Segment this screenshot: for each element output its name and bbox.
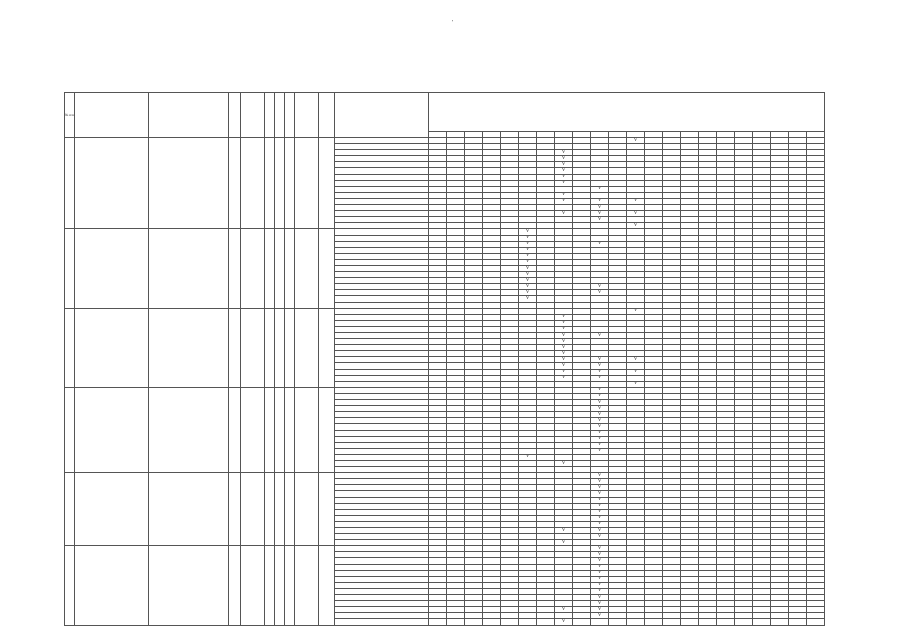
- entrances-cell: [285, 387, 295, 472]
- wall-material-cell: [265, 546, 275, 625]
- house-number-cell: [319, 138, 335, 229]
- block-number-cell: [65, 308, 75, 387]
- wall-material-cell: [265, 308, 275, 387]
- settlement-cell: [149, 387, 229, 472]
- mo-territory-cell: [295, 387, 319, 472]
- checkmark: V: [633, 356, 638, 362]
- construction-year-cell: [229, 473, 241, 546]
- header-years-group: [429, 93, 825, 132]
- street-cell: [241, 308, 265, 387]
- construction-year-cell: [229, 138, 241, 229]
- wall-material-cell: [265, 387, 275, 472]
- checkmark: V: [597, 198, 602, 204]
- checkmark: V: [561, 192, 566, 198]
- checkmark: V: [597, 423, 602, 429]
- entrances-cell: [285, 473, 295, 546]
- checkmark: V: [561, 618, 566, 624]
- checkmark: V: [597, 436, 602, 442]
- checkmark: V: [597, 363, 602, 369]
- year-mark-cell: [771, 619, 789, 625]
- top-mark: ': [452, 20, 454, 26]
- checkmark: V: [597, 545, 602, 551]
- house-number-cell: [319, 308, 335, 387]
- floors-cell: [275, 138, 285, 229]
- checkmark: V: [525, 247, 530, 253]
- house-number-cell: [319, 229, 335, 308]
- checkmark: V: [561, 460, 566, 466]
- year-mark-cell: [465, 619, 483, 625]
- mo-territory-cell: [295, 473, 319, 546]
- header-mo-territory: [295, 93, 319, 138]
- year-mark-cell: [537, 619, 555, 625]
- header-street: [241, 93, 265, 138]
- year-mark-cell: [699, 619, 717, 625]
- checkmark: V: [597, 606, 602, 612]
- checkmark: V: [561, 606, 566, 612]
- checkmark: V: [561, 369, 566, 375]
- checkmark: V: [597, 588, 602, 594]
- checkmark: V: [597, 600, 602, 606]
- floors-cell: [275, 308, 285, 387]
- block-number-cell: [65, 138, 75, 229]
- entrances-cell: [285, 308, 295, 387]
- checkmark: V: [597, 417, 602, 423]
- checkmark: V: [561, 344, 566, 350]
- header-settlement: [149, 93, 229, 138]
- checkmark: V: [597, 356, 602, 362]
- street-cell: [241, 229, 265, 308]
- checkmark: V: [597, 564, 602, 570]
- district-cell: [75, 473, 149, 546]
- year-mark-cell: [645, 619, 663, 625]
- checkmark: V: [561, 363, 566, 369]
- checkmark: V: [561, 350, 566, 356]
- checkmark: V: [633, 137, 638, 143]
- checkmark: V: [525, 253, 530, 259]
- checkmark: V: [633, 210, 638, 216]
- checkmark: V: [633, 381, 638, 387]
- year-mark-cell: [591, 619, 609, 625]
- header-floors: [275, 93, 285, 138]
- year-mark-cell: [447, 619, 465, 625]
- checkmark: V: [561, 210, 566, 216]
- checkmark: V: [633, 198, 638, 204]
- year-mark-cell: [627, 619, 645, 625]
- checkmark: V: [597, 576, 602, 582]
- mo-territory-cell: [295, 138, 319, 229]
- checkmark: V: [597, 204, 602, 210]
- mo-territory-cell: [295, 308, 319, 387]
- checkmark: V: [597, 442, 602, 448]
- checkmark: V: [561, 338, 566, 344]
- checkmark: V: [633, 308, 638, 314]
- checkmark: V: [525, 228, 530, 234]
- year-mark-cell: [663, 619, 681, 625]
- header-district: [75, 93, 149, 138]
- header-num: № п/п: [65, 93, 75, 138]
- block-number-cell: [65, 387, 75, 472]
- checkmark: V: [597, 411, 602, 417]
- block-number-cell: [65, 473, 75, 546]
- checkmark: V: [597, 387, 602, 393]
- checkmark: V: [597, 393, 602, 399]
- checkmark: V: [561, 332, 566, 338]
- checkmark: V: [525, 295, 530, 301]
- checkmark: V: [597, 472, 602, 478]
- year-mark-cell: [519, 619, 537, 625]
- checkmark: V: [525, 271, 530, 277]
- checkmark: V: [561, 314, 566, 320]
- floors-cell: [275, 387, 285, 472]
- checkmark: V: [597, 289, 602, 295]
- header-entrances: [285, 93, 295, 138]
- street-cell: [241, 473, 265, 546]
- year-mark-cell: [753, 619, 771, 625]
- checkmark: V: [597, 594, 602, 600]
- mo-territory-cell: [295, 229, 319, 308]
- settlement-cell: [149, 308, 229, 387]
- district-cell: [75, 138, 149, 229]
- block-number-cell: [65, 546, 75, 625]
- checkmark: V: [597, 399, 602, 405]
- district-cell: [75, 308, 149, 387]
- floors-cell: [275, 229, 285, 308]
- floors-cell: [275, 546, 285, 625]
- year-mark-cell: [429, 619, 447, 625]
- capital-repair-table: [64, 92, 825, 626]
- entrances-cell: [285, 138, 295, 229]
- wall-material-cell: [265, 473, 275, 546]
- checkmark: V: [525, 277, 530, 283]
- settlement-cell: [149, 546, 229, 625]
- header-house: [319, 93, 335, 138]
- service-name-cell: [335, 619, 429, 625]
- year-mark-cell: [807, 619, 825, 625]
- settlement-cell: [149, 229, 229, 308]
- settlement-cell: [149, 473, 229, 546]
- year-mark-cell: [555, 619, 573, 625]
- entrances-cell: [285, 546, 295, 625]
- checkmark: V: [597, 478, 602, 484]
- checkmark: V: [561, 174, 566, 180]
- checkmark: V: [561, 527, 566, 533]
- settlement-cell: [149, 138, 229, 229]
- checkmark: V: [597, 521, 602, 527]
- checkmark: V: [525, 283, 530, 289]
- house-number-cell: [319, 473, 335, 546]
- floors-cell: [275, 473, 285, 546]
- checkmark: V: [633, 222, 638, 228]
- checkmark: V: [561, 326, 566, 332]
- wall-material-cell: [265, 138, 275, 229]
- checkmark: V: [561, 180, 566, 186]
- checkmark: V: [597, 186, 602, 192]
- checkmark: V: [561, 149, 566, 155]
- checkmark: V: [597, 497, 602, 503]
- construction-year-cell: [229, 546, 241, 625]
- checkmark: V: [525, 241, 530, 247]
- checkmark: V: [597, 484, 602, 490]
- checkmark: V: [597, 558, 602, 564]
- checkmark: V: [597, 570, 602, 576]
- mo-territory-cell: [295, 546, 319, 625]
- checkmark: V: [597, 490, 602, 496]
- checkmark: V: [561, 320, 566, 326]
- checkmark: V: [597, 375, 602, 381]
- checkmark: V: [597, 216, 602, 222]
- checkmark: V: [561, 539, 566, 545]
- construction-year-cell: [229, 229, 241, 308]
- checkmark: V: [561, 375, 566, 381]
- checkmark: V: [597, 448, 602, 454]
- checkmark: V: [597, 283, 602, 289]
- year-mark-cell: [681, 619, 699, 625]
- header-wall: [265, 93, 275, 138]
- district-cell: [75, 387, 149, 472]
- wall-material-cell: [265, 229, 275, 308]
- checkmark: V: [597, 503, 602, 509]
- year-mark-cell: [789, 619, 807, 625]
- checkmark: V: [597, 612, 602, 618]
- checkmark: V: [525, 289, 530, 295]
- checkmark: V: [597, 527, 602, 533]
- district-cell: [75, 229, 149, 308]
- checkmark: V: [525, 454, 530, 460]
- year-mark-cell: [501, 619, 519, 625]
- district-cell: [75, 546, 149, 625]
- checkmark: V: [597, 509, 602, 515]
- checkmark: V: [561, 161, 566, 167]
- checkmark: V: [561, 356, 566, 362]
- checkmark: V: [597, 582, 602, 588]
- year-mark-cell: [717, 619, 735, 625]
- header-services: [335, 93, 429, 138]
- checkmark: V: [597, 332, 602, 338]
- entrances-cell: [285, 229, 295, 308]
- street-cell: [241, 138, 265, 229]
- checkmark: V: [633, 369, 638, 375]
- house-number-cell: [319, 387, 335, 472]
- checkmark: V: [525, 259, 530, 265]
- checkmark: V: [561, 168, 566, 174]
- construction-year-cell: [229, 308, 241, 387]
- house-number-cell: [319, 546, 335, 625]
- checkmark: V: [597, 533, 602, 539]
- checkmark: V: [561, 198, 566, 204]
- construction-year-cell: [229, 387, 241, 472]
- year-mark-cell: [735, 619, 753, 625]
- street-cell: [241, 387, 265, 472]
- checkmark: V: [597, 551, 602, 557]
- checkmark: V: [597, 369, 602, 375]
- checkmark: V: [597, 210, 602, 216]
- street-cell: [241, 546, 265, 625]
- checkmark: V: [597, 515, 602, 521]
- year-mark-cell: [573, 619, 591, 625]
- header-year: [229, 93, 241, 138]
- checkmark: V: [561, 155, 566, 161]
- checkmark: V: [597, 430, 602, 436]
- year-mark-cell: [483, 619, 501, 625]
- checkmark: V: [525, 235, 530, 241]
- year-mark-cell: [609, 619, 627, 625]
- checkmark: V: [525, 265, 530, 271]
- checkmark: V: [597, 405, 602, 411]
- checkmark: V: [597, 241, 602, 247]
- block-number-cell: [65, 229, 75, 308]
